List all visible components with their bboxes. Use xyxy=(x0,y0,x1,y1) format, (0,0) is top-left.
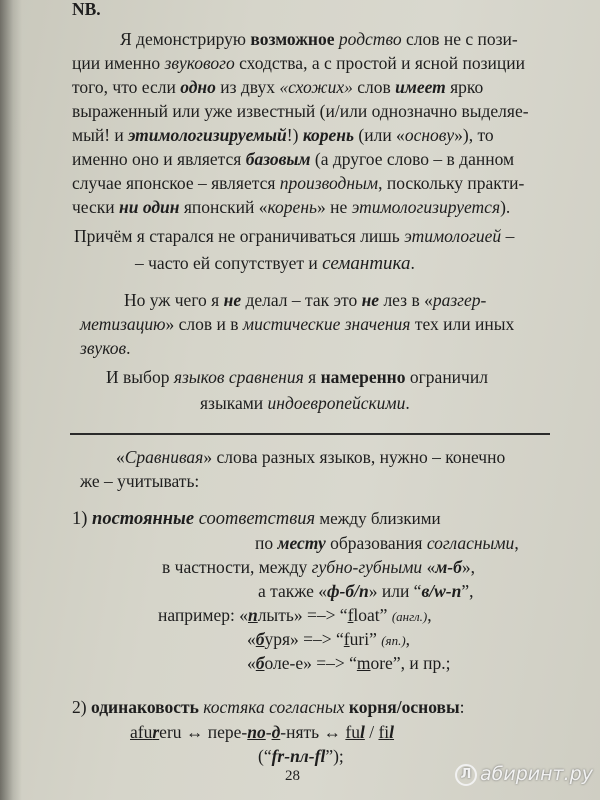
p4-line1: И выбор языков сравнения я намеренно ограничил xyxy=(106,367,488,387)
p3-line1: Но уж чего я не делал – так это не лез в «разгер- xyxy=(124,290,487,310)
p1-line6: именно оно и является базовым (а другое слово – в данном xyxy=(72,149,515,169)
p2-line1: Причём я старался не ограничиваться лишь этимологией – xyxy=(74,226,515,246)
p5-line2: же – учитывать: xyxy=(80,471,200,491)
p1-line1: Я демонстрирую возможное родство слов не с пози- xyxy=(120,29,518,49)
item1-example2: «буря» =–> “furi” (яп.), xyxy=(247,629,411,649)
item1-line4: а также «ф-б/п» или “в/w-п”, xyxy=(258,581,474,601)
watermark: Л абиринт.ру xyxy=(455,763,593,786)
item1-example3: «боле-е» =–> “more”, и пр.; xyxy=(247,653,451,673)
item1-line2: по месту образования согласными, xyxy=(255,533,519,553)
p1-line4: выраженный или уже известный (и/или однозначно выделяе- xyxy=(72,101,529,121)
labirint-logo-icon: Л xyxy=(455,764,477,786)
p3-line3: звуков. xyxy=(80,338,131,358)
item2-line2: afureru ↔ пере-по-д-нять ↔ ful / fil xyxy=(130,722,395,742)
p3-line2: метизацию» слов и в мистические значения тех или иных xyxy=(80,314,515,334)
item1-line3: в частности, между губно-губными «м-б», xyxy=(162,557,475,577)
item1-line1: 1) постоянные соответствия между близкими xyxy=(72,509,441,529)
p1-line7: случае японское – является производным, поскольку практи- xyxy=(72,173,525,193)
item2-line1: 2) одинаковость костяка согласных корня/основы: xyxy=(72,697,465,717)
p2-line2: – часто ей сопутствует и семантика. xyxy=(135,253,415,274)
page-number: 28 xyxy=(285,768,300,784)
p1-line5: мый! и этимологизируемый!) корень (или «основу»), то xyxy=(72,125,494,145)
p1-line8: чески ни один японский «корень» не этимологизируется). xyxy=(72,197,511,217)
heading: NB. xyxy=(72,0,101,19)
p5-line1: «Сравнивая» слова разных языков, нужно – конечно xyxy=(116,447,506,467)
item1-example1: например: «плыть» =–> “float” (англ.), xyxy=(158,605,432,625)
p4-line2: языками индоевропейскими. xyxy=(200,393,410,413)
p1-line3: того, что если одно из двух «схожих» слов имеет ярко xyxy=(72,77,484,97)
p1-line2: ции именно звукового сходства, а с простой и ясной позиции xyxy=(72,53,525,73)
page-fold-shadow xyxy=(0,0,22,800)
section-divider xyxy=(70,433,550,435)
item2-line3: (“fr-пл-fl”); xyxy=(258,746,344,766)
